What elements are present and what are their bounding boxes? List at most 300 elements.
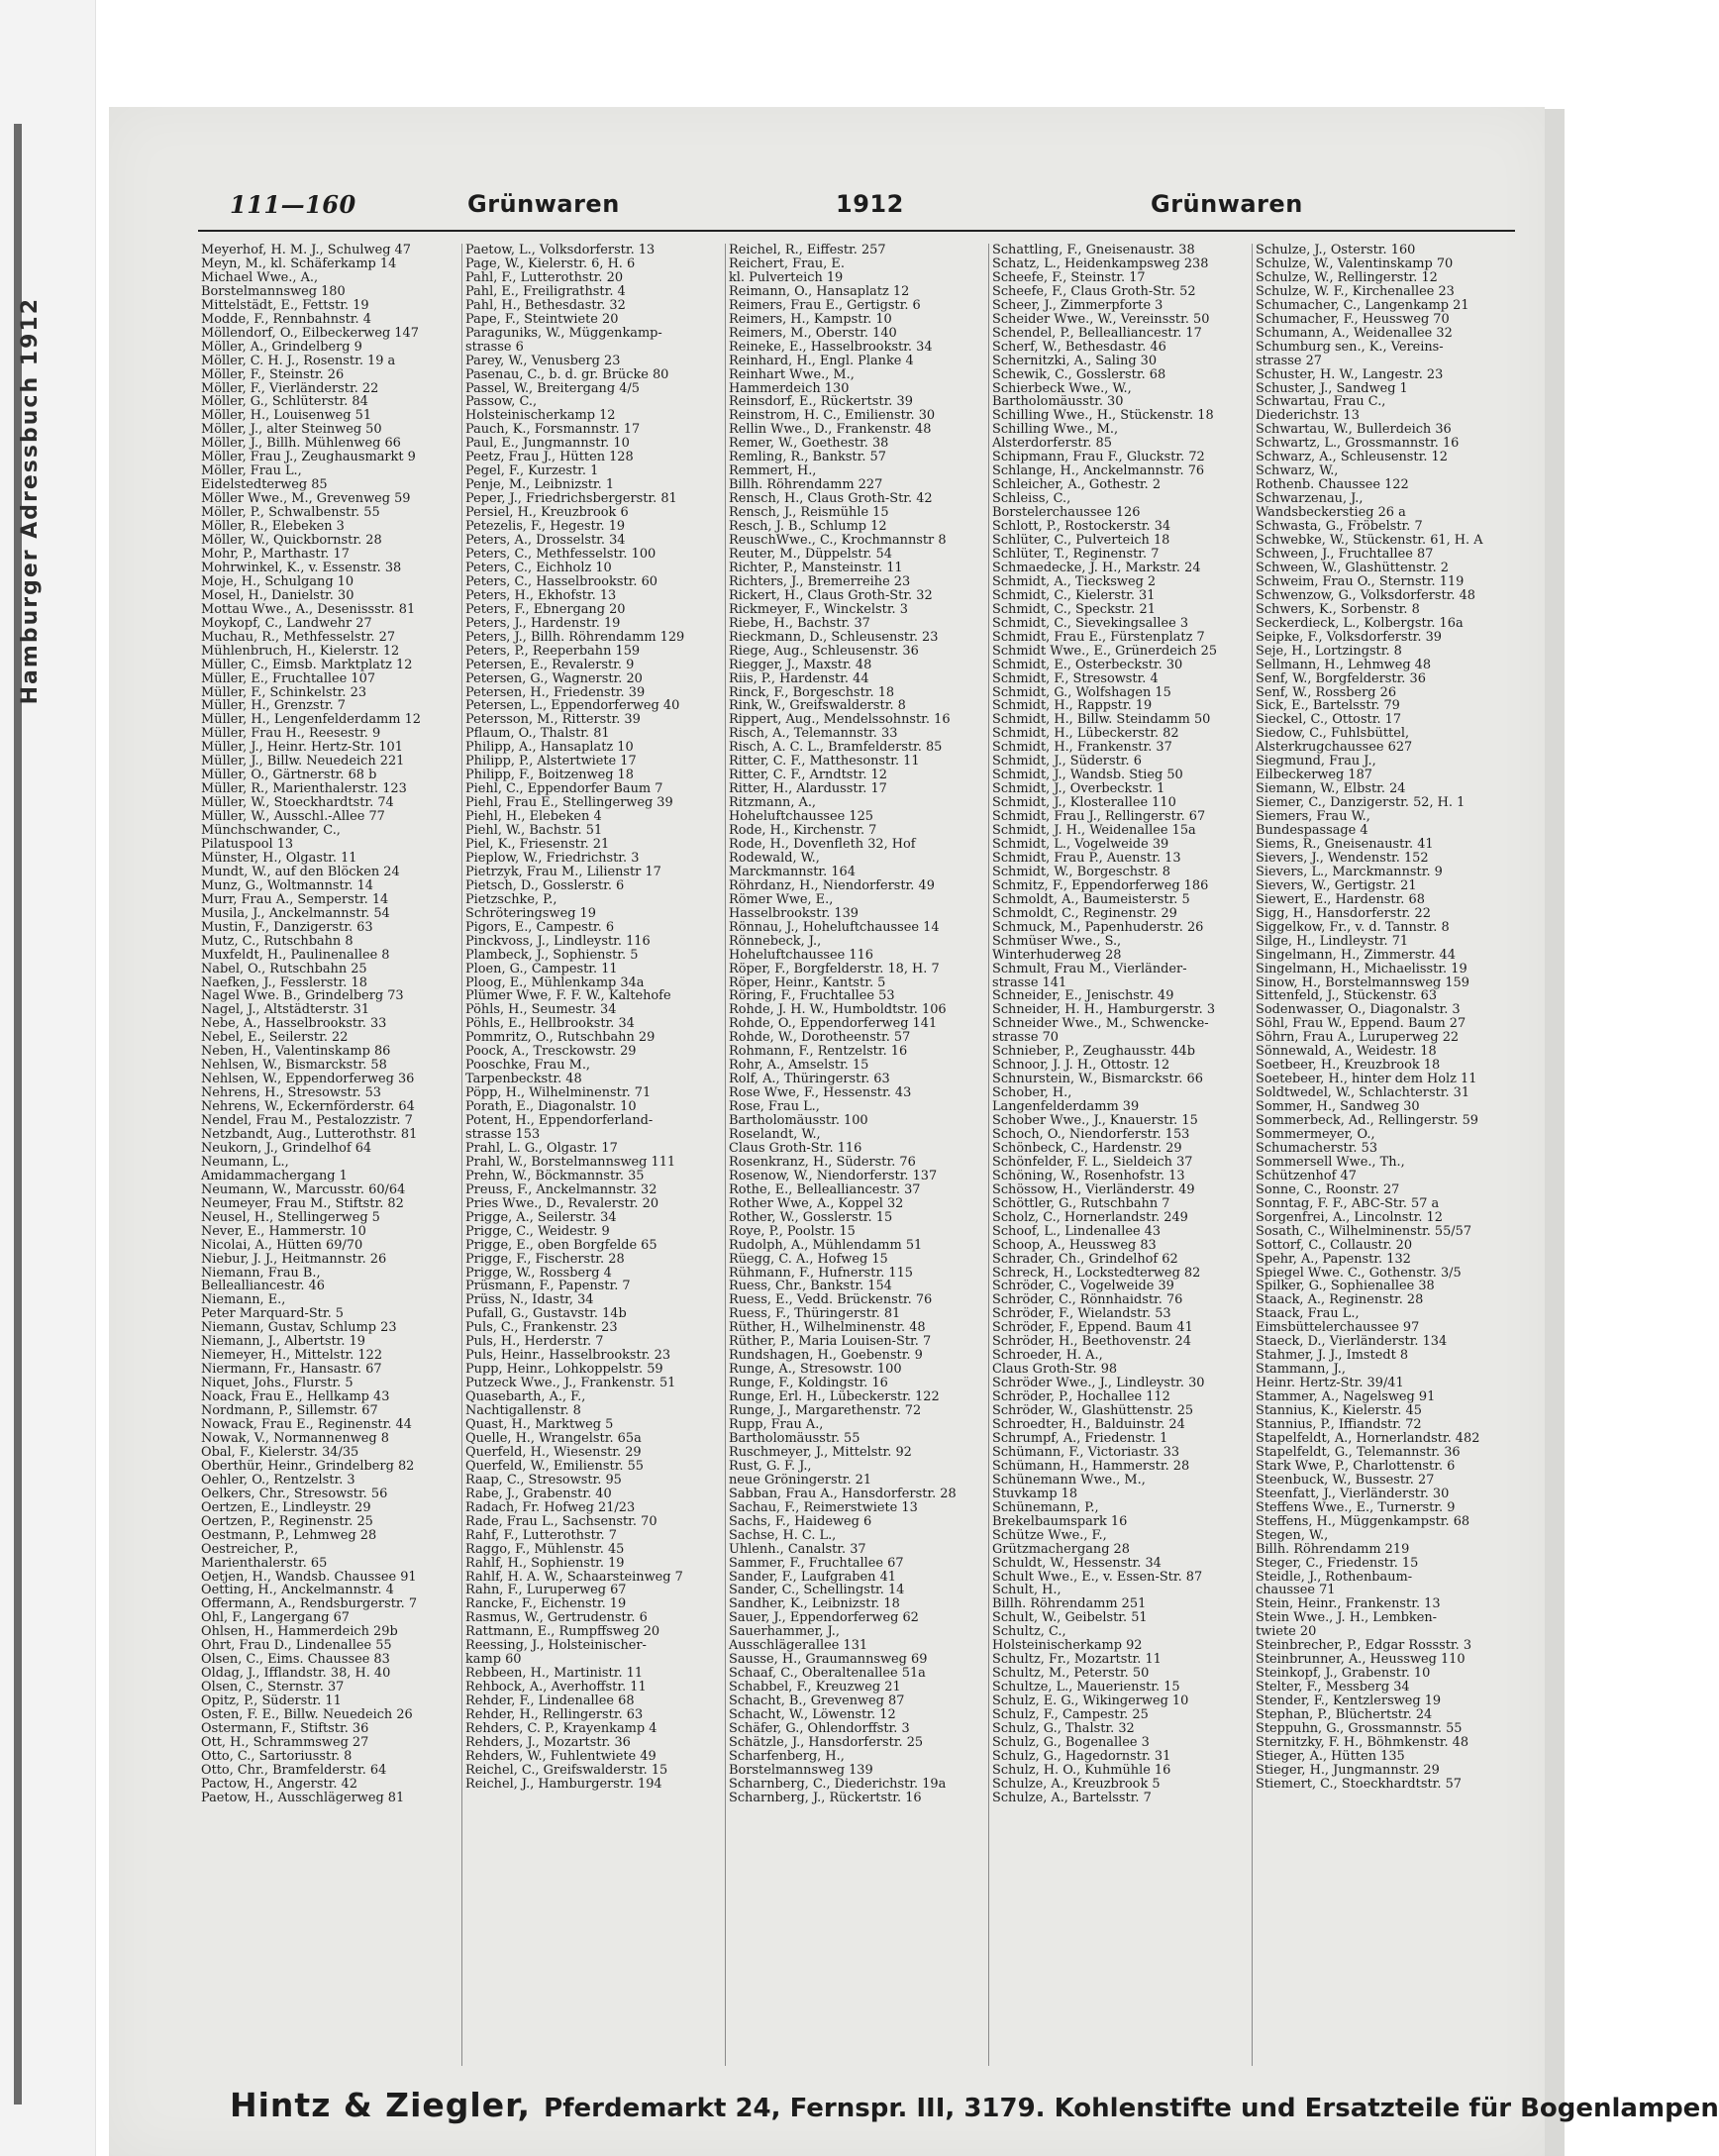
directory-entry: Peters, H., Ekhofstr. 13: [465, 587, 617, 603]
directory-entry: Stein Wwe., J. H., Lembken-: [1256, 1610, 1438, 1626]
directory-entry: Pietrzyk, Frau M., Lilienstr 17: [465, 864, 661, 879]
directory-entry: Pietsch, D., Gosslerstr. 6: [465, 877, 625, 893]
directory-entry: Scherf, W., Bethesdastr. 46: [992, 339, 1166, 355]
directory-entry: Winterhuderweg 28: [992, 947, 1122, 963]
directory-entry: Müller, W., Ausschl.-Allee 77: [201, 809, 385, 825]
directory-entry: Schössow, H., Vierländerstr. 49: [992, 1181, 1195, 1197]
directory-entry: Schult, H.,: [992, 1583, 1062, 1598]
directory-entry: Schönfelder, F. L., Sieldeich 37: [992, 1154, 1193, 1170]
directory-entry: Rothe, E., Bellealliancestr. 37: [729, 1181, 921, 1197]
directory-entry: Rühmann, F., Hufnerstr. 115: [729, 1265, 913, 1281]
directory-entry: Müller, J., Heinr. Hertz-Str. 101: [201, 740, 403, 756]
directory-entry: Niquet, Johs., Flurstr. 5: [201, 1376, 354, 1391]
directory-entry: Schwartau, W., Bullerdeich 36: [1256, 422, 1452, 438]
directory-entry: Sellmann, H., Lehmweg 48: [1256, 657, 1432, 672]
directory-entry: Müller, E., Fruchtallee 107: [201, 670, 376, 686]
directory-entry: Reimann, O., Hansaplatz 12: [729, 283, 910, 299]
directory-entry: Paetow, H., Ausschlägerweg 81: [201, 1790, 405, 1805]
directory-entry: Sommer, H., Sandweg 30: [1256, 1099, 1420, 1115]
directory-entry: Steffens, H., Müggenkampstr. 68: [1256, 1513, 1470, 1529]
directory-entry: Pupp, Heinr., Lohkoppelstr. 59: [465, 1362, 663, 1378]
directory-entry: Oestmann, P., Lehmweg 28: [201, 1527, 377, 1543]
directory-entry: Reimers, M., Oberstr. 140: [729, 325, 897, 341]
directory-entry: Mundt, W., auf den Blöcken 24: [201, 864, 400, 879]
directory-entry: Prüsmann, F., Papenstr. 7: [465, 1279, 631, 1294]
directory-entry: Schacht, B., Grevenweg 87: [729, 1694, 905, 1709]
directory-entry: Stegen, W.,: [1256, 1527, 1329, 1543]
directory-entry: Ohlsen, H., Hammerdeich 29b: [201, 1624, 398, 1640]
directory-entry: Passel, W., Breitergang 4/5: [465, 380, 640, 396]
directory-entry: Schmidt Wwe., E., Grünerdeich 25: [992, 643, 1218, 659]
directory-entry: Reinhard, H., Engl. Planke 4: [729, 353, 914, 368]
directory-entry: Ruess, Chr., Bankstr. 154: [729, 1279, 892, 1294]
directory-entry: Schröder, C., Vogelweide 39: [992, 1279, 1174, 1294]
directory-entry: Schulz, G., Thalstr. 32: [992, 1720, 1135, 1736]
directory-entry: Rohde, J. H. W., Humboldtstr. 106: [729, 1002, 947, 1018]
directory-entry: Otto, C., Sartoriusstr. 8: [201, 1748, 353, 1764]
directory-entry: Ruess, F., Thüringerstr. 81: [729, 1306, 901, 1322]
directory-entry: Petezelis, F., Hegestr. 19: [465, 519, 626, 535]
directory-entry: Alsterkrugchaussee 627: [1256, 740, 1413, 756]
directory-entry: Pahl, F., Lutterothstr. 20: [465, 269, 624, 285]
directory-entry: Philipp, F., Boitzenweg 18: [465, 768, 634, 783]
directory-entry: Rode, H., Kirchenstr. 7: [729, 823, 877, 839]
directory-entry: Schmidt, J., Overbeckstr. 1: [992, 781, 1165, 797]
directory-entry: Rothenb. Chaussee 122: [1256, 477, 1409, 493]
directory-entry: Möllendorf, O., Eilbeckerweg 147: [201, 325, 419, 341]
directory-entry: Schröder, F., Wielandstr. 53: [992, 1306, 1171, 1322]
directory-entry: Rohmann, F., Rentzelstr. 16: [729, 1044, 908, 1060]
directory-entry: Borstelerchaussee 126: [992, 505, 1141, 521]
directory-entry: Sabban, Frau A., Hansdorferstr. 28: [729, 1486, 957, 1501]
directory-entry: Amidammachergang 1: [201, 1168, 348, 1183]
directory-entry: Schult Wwe., E., v. Essen-Str. 87: [992, 1569, 1203, 1585]
directory-entry: Neumann, L.,: [201, 1154, 289, 1170]
directory-entry: strasse 141: [992, 975, 1067, 990]
directory-entry: Römer Wwe, E.,: [729, 891, 834, 907]
directory-entry: Schäfer, G., Ohlendorffstr. 3: [729, 1720, 910, 1736]
directory-entry: Moje, H., Schulgang 10: [201, 573, 354, 589]
directory-entry: Marienthalerstr. 65: [201, 1555, 328, 1571]
directory-entry: Puls, Heinr., Hasselbrookstr. 23: [465, 1348, 671, 1364]
directory-entry: Schroedter, H., Balduinstr. 24: [992, 1417, 1185, 1433]
directory-entry: Rebbeen, H., Martinistr. 11: [465, 1666, 644, 1682]
directory-entry: Raap, C., Stresowstr. 95: [465, 1472, 622, 1488]
directory-entry: Rehders, W., Fuhlentwiete 49: [465, 1748, 657, 1764]
directory-entry: Mottau Wwe., A., Desenissstr. 81: [201, 601, 416, 617]
directory-entry: Petersen, H., Friedenstr. 39: [465, 684, 646, 700]
directory-entry: Riis, P., Hardenstr. 44: [729, 670, 869, 686]
directory-entry: Remmert, H.,: [729, 463, 817, 479]
directory-entry: Nehrens, H., Stresowstr. 53: [201, 1085, 381, 1101]
directory-entry: Schmidt, G., Wolfshagen 15: [992, 684, 1171, 700]
directory-entry: Neumeyer, Frau M., Stiftstr. 82: [201, 1195, 404, 1211]
directory-entry: Schnurstein, W., Bismarckstr. 66: [992, 1072, 1203, 1087]
directory-entry: Netzbandt, Aug., Lutterothstr. 81: [201, 1127, 418, 1142]
directory-entry: Schacht, W., Löwenstr. 12: [729, 1707, 896, 1723]
directory-entry: Rosenkranz, H., Süderstr. 76: [729, 1154, 916, 1170]
directory-entry: Oelkers, Chr., Stresowstr. 56: [201, 1486, 388, 1501]
directory-entry: Piehl, H., Elebeken 4: [465, 809, 602, 825]
directory-entry: Soetbeer, H., Kreuzbrook 18: [1256, 1058, 1441, 1074]
directory-entry: Schmidt, C., Sievekingsallee 3: [992, 615, 1189, 631]
directory-entry: Schneider, E., Jenischstr. 49: [992, 988, 1174, 1004]
directory-entry: Bundespassage 4: [1256, 823, 1368, 839]
directory-entry: Scheer, J., Zimmerpforte 3: [992, 297, 1163, 313]
directory-entry: Siemer, C., Danzigerstr. 52, H. 1: [1256, 795, 1466, 811]
directory-entry: Sander, F., Laufgraben 41: [729, 1569, 896, 1585]
directory-entry: Schmitz, F., Eppendorferweg 186: [992, 877, 1209, 893]
directory-entry: Sorgenfrei, A., Lincolnstr. 12: [1256, 1209, 1443, 1225]
directory-entry: Modde, F., Rennbahnstr. 4: [201, 311, 371, 327]
directory-entry: Müller, R., Marienthalerstr. 123: [201, 781, 407, 797]
directory-entry: Borstelmannsweg 180: [201, 283, 346, 299]
directory-entry: Rattmann, E., Rumpffsweg 20: [465, 1624, 660, 1640]
directory-entry: Röper, F., Borgfelderstr. 18, H. 7: [729, 961, 940, 976]
directory-entry: Schwartau, Frau C.,: [1256, 394, 1386, 410]
directory-entry: Schilling Wwe., H., Stückenstr. 18: [992, 408, 1214, 424]
directory-entry: Rahlf, H. A. W., Schaarsteinweg 7: [465, 1569, 683, 1585]
directory-entry: Singelmann, H., Zimmerstr. 44: [1256, 947, 1456, 963]
directory-entry: Reinstrom, H. C., Emilienstr. 30: [729, 408, 936, 424]
directory-entry: Pufall, G., Gustavstr. 14b: [465, 1306, 627, 1322]
directory-entry: Müller, H., Lengenfelderdamm 12: [201, 712, 421, 728]
directory-entry: Stammer, A., Nagelsweg 91: [1256, 1389, 1436, 1405]
directory-entry: Hoheluftchaussee 125: [729, 809, 874, 825]
directory-entry: Prigge, W., Rossberg 4: [465, 1265, 612, 1281]
directory-entry: Meyn, M., kl. Schäferkamp 14: [201, 256, 397, 271]
directory-entry: Meyerhof, H. M. J., Schulweg 47: [201, 243, 411, 257]
directory-entry: Peper, J., Friedrichsbergerstr. 81: [465, 491, 677, 507]
directory-entry: Paraguniks, W., Müggenkamp-: [465, 325, 662, 341]
directory-entry: Schlüter, C., Pulverteich 18: [992, 533, 1170, 549]
directory-entry: kamp 60: [465, 1652, 522, 1668]
directory-entry: Schmidt, J., Klosterallee 110: [992, 795, 1176, 811]
directory-entry: Plambeck, J., Sophienstr. 5: [465, 947, 639, 963]
directory-entry: Schultz, M., Peterstr. 50: [992, 1666, 1150, 1682]
directory-entry: Philipp, A., Hansaplatz 10: [465, 740, 634, 756]
directory-entry: Rother Wwe, A., Koppel 32: [729, 1195, 904, 1211]
directory-entry: Steinbrecher, P., Edgar Rossstr. 3: [1256, 1638, 1472, 1654]
directory-entry: Staack, Frau L.,: [1256, 1306, 1360, 1322]
directory-entry: Stannius, P., Iffiandstr. 72: [1256, 1417, 1422, 1433]
directory-entry: Müller, J., Billw. Neuedeich 221: [201, 754, 405, 770]
directory-entry: Sonntag, F. F., ABC-Str. 57 a: [1256, 1195, 1440, 1211]
directory-entry: Risch, A., Telemannstr. 33: [729, 726, 898, 742]
directory-entry: Münster, H., Olgastr. 11: [201, 850, 357, 866]
directory-entry: Riegger, J., Maxstr. 48: [729, 657, 872, 672]
directory-entry: Rupp, Frau A.,: [729, 1417, 824, 1433]
directory-entry: Scharnberg, C., Diederichstr. 19a: [729, 1776, 947, 1792]
directory-entry: Spiegel Wwe. C., Gothenstr. 3/5: [1256, 1265, 1462, 1281]
directory-entry: Schmüser Wwe., S.,: [992, 933, 1122, 949]
directory-entry: Rönnau, J., Hoheluftchaussee 14: [729, 919, 940, 935]
directory-entry: Rehbock, A., Averhoffstr. 11: [465, 1680, 647, 1695]
directory-entry: Schröteringsweg 19: [465, 905, 596, 921]
column-1: [198, 244, 457, 2066]
directory-entry: Schaaf, C., Oberaltenallee 51a: [729, 1666, 926, 1682]
directory-entry: Rade, Frau L., Sachsenstr. 70: [465, 1513, 657, 1529]
directory-entry: Stein, Heinr., Frankenstr. 13: [1256, 1596, 1441, 1612]
directory-entry: Munz, G., Woltmannstr. 14: [201, 877, 374, 893]
directory-entry: Nebe, A., Hasselbrookstr. 33: [201, 1016, 387, 1032]
directory-entry: Neben, H., Valentinskamp 86: [201, 1044, 391, 1060]
directory-entry: Tarpenbeckstr. 48: [465, 1072, 582, 1087]
directory-entry: Murr, Frau A., Semperstr. 14: [201, 891, 389, 907]
directory-entry: Piehl, Frau E., Stellingerweg 39: [465, 795, 673, 811]
directory-entry: Petersson, M., Ritterstr. 39: [465, 712, 641, 728]
directory-entry: Risch, A. C. L., Bramfelderstr. 85: [729, 740, 943, 756]
directory-entry: Pries Wwe., D., Revalerstr. 20: [465, 1195, 659, 1211]
directory-entry: Schulze, A., Bartelsstr. 7: [992, 1790, 1152, 1805]
directory-entry: Sommersell Wwe., Th.,: [1256, 1154, 1405, 1170]
directory-entry: Rolf, A., Thüringerstr. 63: [729, 1072, 890, 1087]
directory-entry: Schuldt, W., Hessenstr. 34: [992, 1555, 1162, 1571]
directory-entry: Rohde, W., Dorotheenstr. 57: [729, 1030, 911, 1046]
directory-entry: Rüegg, C. A., Hofweg 15: [729, 1251, 888, 1267]
directory-entry: Rensch, J., Reismühle 15: [729, 505, 889, 521]
section-title-left: Grünwaren: [467, 190, 620, 218]
directory-entry: Passow, C.,: [465, 394, 538, 410]
directory-entry: neue Gröningerstr. 21: [729, 1472, 872, 1488]
directory-entry: Schernitzki, A., Saling 30: [992, 353, 1158, 368]
directory-entry: Schmidt, H., Lübeckerstr. 82: [992, 726, 1179, 742]
directory-entry: Parey, W., Venusberg 23: [465, 353, 621, 368]
directory-entry: Mittelstädt, E., Fettstr. 19: [201, 297, 369, 313]
directory-entry: Pieplow, W., Friedrichstr. 3: [465, 850, 640, 866]
directory-entry: Steppuhn, G., Grossmannstr. 55: [1256, 1720, 1463, 1736]
directory-entry: Schween, J., Fruchtallee 87: [1256, 546, 1434, 562]
directory-entry: Naefken, J., Fesslerstr. 18: [201, 975, 367, 990]
advertisement-text: Pferdemarkt 24, Fernspr. III, 3179. Kohlenstifte und Ersatzteile für Bogenlampen: [544, 2094, 1719, 2123]
directory-entry: Claus Groth-Str. 98: [992, 1362, 1118, 1378]
directory-entry: Ritzmann, A.,: [729, 795, 817, 811]
directory-entry: Pöpp, H., Wilhelminenstr. 71: [465, 1085, 652, 1101]
directory-entry: Möller, J., alter Steinweg 50: [201, 422, 382, 438]
directory-entry: Rahlf, H., Sophienstr. 19: [465, 1555, 625, 1571]
advertisement-footer: [230, 2086, 1719, 2129]
directory-entry: Sammer, F., Fruchtallee 67: [729, 1555, 904, 1571]
directory-entry: Sodenwasser, O., Diagonalstr. 3: [1256, 1002, 1461, 1018]
directory-entry: Eidelstedterweg 85: [201, 477, 328, 493]
directory-entry: Bartholomäusstr. 100: [729, 1113, 868, 1129]
directory-entry: Schmidt, W., Borgeschstr. 8: [992, 864, 1170, 879]
directory-entry: Möller, H., Louisenweg 51: [201, 408, 372, 424]
directory-entry: Schulze, A., Kreuzbrook 5: [992, 1776, 1161, 1792]
directory-entry: Möller, C. H. J., Rosenstr. 19 a: [201, 353, 396, 368]
directory-entry: Persiel, H., Kreuzbrook 6: [465, 505, 629, 521]
directory-entry: Schmidt, Frau J., Rellingerstr. 67: [992, 809, 1206, 825]
directory-entry: Schröder Wwe., J., Lindleystr. 30: [992, 1376, 1205, 1391]
directory-entry: Niemeyer, H., Mittelstr. 122: [201, 1348, 383, 1364]
directory-entry: Rehders, J., Mozartstr. 36: [465, 1734, 631, 1750]
directory-entry: Steenfatt, J., Vierländerstr. 30: [1256, 1486, 1450, 1501]
directory-entry: Schmidt, H., Frankenstr. 37: [992, 740, 1172, 756]
directory-entry: Ohrt, Frau D., Lindenallee 55: [201, 1638, 392, 1654]
directory-entry: Schumacher, F., Heussweg 70: [1256, 311, 1450, 327]
directory-entry: Stiemert, C., Stoeckhardtstr. 57: [1256, 1776, 1462, 1792]
directory-entry: Schrumpf, A., Friedenstr. 1: [992, 1430, 1168, 1446]
directory-entry: Schuster, H. W., Langestr. 23: [1256, 366, 1444, 382]
directory-entry: Pommritz, O., Rutschbahn 29: [465, 1030, 656, 1046]
directory-entry: Schwartz, L., Grossmannstr. 16: [1256, 436, 1460, 452]
directory-entry: Neumann, W., Marcusstr. 60/64: [201, 1181, 406, 1197]
directory-entry: Schulze, W. F., Kirchenallee 23: [1256, 283, 1455, 299]
directory-entry: Ritter, C. F., Arndtstr. 12: [729, 768, 887, 783]
header-rule: [198, 230, 1515, 232]
advertiser-name: Hintz & Ziegler,: [230, 2086, 532, 2124]
directory-entry: Pahl, E., Freiligrathstr. 4: [465, 283, 626, 299]
directory-entry: Schreck, H., Lockstedterweg 82: [992, 1265, 1201, 1281]
directory-entry: Pöhls, E., Hellbrookstr. 34: [465, 1016, 635, 1032]
directory-entry: Steffens Wwe., E., Turnerstr. 9: [1256, 1499, 1456, 1515]
directory-entry: Rehders, C. P., Krayenkamp 4: [465, 1720, 657, 1736]
directory-entry: Schneider, H. H., Hamburgerstr. 3: [992, 1002, 1216, 1018]
directory-entry: Sausse, H., Graumannsweg 69: [729, 1652, 928, 1668]
directory-entry: Nagel, J., Altstädterstr. 31: [201, 1002, 370, 1018]
directory-entry: Pasenau, C., b. d. gr. Brücke 80: [465, 366, 669, 382]
directory-entry: Puls, C., Frankenstr. 23: [465, 1320, 618, 1336]
directory-entry: Schwarzenau, J.,: [1256, 491, 1364, 507]
directory-entry: Noack, Frau E., Hellkamp 43: [201, 1389, 390, 1405]
directory-entry: Nabel, O., Rutschbahn 25: [201, 961, 367, 976]
directory-entry: kl. Pulverteich 19: [729, 269, 844, 285]
directory-entry: Rose, Frau L.,: [729, 1099, 820, 1115]
directory-entry: Schöttler, G., Rutschbahn 7: [992, 1195, 1170, 1211]
directory-entry: Rinck, F., Borgeschstr. 18: [729, 684, 895, 700]
directory-entry: Peters, C., Hasselbrookstr. 60: [465, 573, 657, 589]
directory-entry: Oberthür, Heinr., Grindelberg 82: [201, 1458, 415, 1474]
directory-entry: Bartholomäusstr. 55: [729, 1430, 860, 1446]
directory-entry: Reinsdorf, E., Rückertstr. 39: [729, 394, 913, 410]
directory-entry: Oetting, H., Anckelmannstr. 4: [201, 1583, 394, 1598]
directory-entry: Rieckmann, D., Schleusenstr. 23: [729, 629, 939, 645]
directory-entry: Schnoor, J. J. H., Ottostr. 12: [992, 1058, 1170, 1074]
directory-entry: Marckmannstr. 164: [729, 864, 856, 879]
directory-entry: Musila, J., Anckelmannstr. 54: [201, 905, 390, 921]
directory-entry: Heinr. Hertz-Str. 39/41: [1256, 1376, 1404, 1391]
directory-entry: Sottorf, C., Collaustr. 20: [1256, 1237, 1413, 1253]
directory-entry: Schützenhof 47: [1256, 1168, 1357, 1183]
directory-entry: Schilling Wwe., M.,: [992, 422, 1119, 438]
directory-entry: Sinow, H., Borstelmannsweg 159: [1256, 975, 1469, 990]
directory-entry: Schoop, A., Heussweg 83: [992, 1237, 1157, 1253]
directory-entry: Sommermeyer, O.,: [1256, 1127, 1375, 1142]
directory-entry: Möller, F., Vierländerstr. 22: [201, 380, 379, 396]
directory-entry: Ritter, C. F., Matthesonstr. 11: [729, 754, 920, 770]
directory-entry: Scheider Wwe., W., Vereinsstr. 50: [992, 311, 1210, 327]
directory-entry: Schumacherstr. 53: [1256, 1140, 1378, 1156]
directory-entry: Peters, J., Billh. Röhrendamm 129: [465, 629, 685, 645]
directory-entry: Querfeld, W., Emilienstr. 55: [465, 1458, 644, 1474]
directory-entry: Schröder, P., Hochallee 112: [992, 1389, 1170, 1405]
directory-entry: Seipke, F., Volksdorferstr. 39: [1256, 629, 1443, 645]
directory-entry: Richter, P., Mansteinstr. 11: [729, 560, 903, 575]
directory-entry: Rüther, P., Maria Louisen-Str. 7: [729, 1334, 932, 1350]
column-4: [988, 244, 1248, 2066]
directory-entry: Petersen, E., Revalerstr. 9: [465, 657, 635, 672]
directory-entry: Schewik, C., Gosslerstr. 68: [992, 366, 1166, 382]
directory-entry: Rode, H., Dovenfleth 32, Hof: [729, 836, 916, 852]
directory-entry: Michael Wwe., A.,: [201, 269, 319, 285]
directory-entry: Sommerbeck, Ad., Rellingerstr. 59: [1256, 1113, 1478, 1129]
directory-entry: Muxfeldt, H., Paulinenallee 8: [201, 947, 390, 963]
directory-entry: Möller, J., Billh. Mühlenweg 66: [201, 436, 401, 452]
directory-entry: Schroeder, H. A.,: [992, 1348, 1103, 1364]
directory-entry: Schröder, F., Eppend. Baum 41: [992, 1320, 1193, 1336]
directory-entry: Seckerdieck, L., Kolbergstr. 16a: [1256, 615, 1464, 631]
directory-entry: chaussee 71: [1256, 1583, 1336, 1598]
directory-entry: Pooschke, Frau M.,: [465, 1058, 591, 1074]
directory-entry: Steinkopf, J., Grabenstr. 10: [1256, 1666, 1431, 1682]
directory-entry: Möller Wwe., M., Grevenweg 59: [201, 491, 411, 507]
directory-entry: Schmidt, J., Wandsb. Stieg 50: [992, 768, 1183, 783]
directory-entry: Rudolph, A., Mühlendamm 51: [729, 1237, 923, 1253]
directory-entry: Schöning, W., Rosenhofstr. 13: [992, 1168, 1185, 1183]
directory-entry: Ritter, H., Alardusstr. 17: [729, 781, 887, 797]
directory-entry: Sachs, F., Haideweg 6: [729, 1513, 872, 1529]
directory-entry: Reessing, J., Holsteinischer-: [465, 1638, 647, 1654]
directory-entry: Potent, H., Eppendorferland-: [465, 1113, 654, 1129]
directory-entry: Siggelkow, Fr., v. d. Tannstr. 8: [1256, 919, 1450, 935]
directory-entry: Richters, J., Bremerreihe 23: [729, 573, 911, 589]
directory-entry: Schwenzow, G., Volksdorferstr. 48: [1256, 587, 1476, 603]
directory-entry: Stuvkamp 18: [992, 1486, 1078, 1501]
directory-entry: Ruschmeyer, J., Mittelstr. 92: [729, 1444, 912, 1460]
directory-entry: Schünemann, P.,: [992, 1499, 1099, 1515]
directory-entry: Reichel, C., Greifswalderstr. 15: [465, 1762, 668, 1778]
directory-entry: Schulz, F., Campestr. 25: [992, 1707, 1149, 1723]
directory-entry: Paul, E., Jungmannstr. 10: [465, 436, 630, 452]
directory-entry: Stender, F., Kentzlersweg 19: [1256, 1694, 1442, 1709]
directory-entry: Rehder, F., Lindenallee 68: [465, 1694, 635, 1709]
directory-entry: Schlange, H., Anckelmannstr. 76: [992, 463, 1205, 479]
directory-entry: Mohr, P., Marthastr. 17: [201, 546, 350, 562]
directory-entry: Müller, O., Gärtnerstr. 68 b: [201, 768, 377, 783]
directory-entry: Prüss, N., Idastr, 34: [465, 1292, 594, 1308]
directory-entry: Rahn, F., Luruperweg 67: [465, 1583, 627, 1598]
directory-entry: Philipp, P., Alstertwiete 17: [465, 754, 637, 770]
directory-entry: Paetow, L., Volksdorferstr. 13: [465, 243, 656, 257]
directory-columns: [198, 244, 1515, 2066]
directory-entry: Peters, F., Ebnergang 20: [465, 601, 626, 617]
directory-entry: Staack, A., Reginenstr. 28: [1256, 1292, 1424, 1308]
directory-entry: Schmoldt, C., Reginenstr. 29: [992, 905, 1177, 921]
directory-entry: Schröder, C., Rönnhaidstr. 76: [992, 1292, 1183, 1308]
directory-entry: Querfeld, H., Wiesenstr. 29: [465, 1444, 642, 1460]
directory-entry: Sander, C., Schellingstr. 14: [729, 1583, 905, 1598]
directory-entry: Schrader, Ch., Grindelhof 62: [992, 1251, 1178, 1267]
directory-entry: ReuschWwe., C., Krochmannstr 8: [729, 533, 947, 549]
directory-entry: Möller, R., Elebeken 3: [201, 519, 345, 535]
directory-entry: Schmidt, H., Billw. Steindamm 50: [992, 712, 1211, 728]
directory-entry: Alsterdorferstr. 85: [992, 436, 1112, 452]
section-title-right: Grünwaren: [1151, 190, 1303, 218]
directory-entry: Diederichstr. 13: [1256, 408, 1360, 424]
directory-entry: Poock, A., Tresckowstr. 29: [465, 1044, 637, 1060]
directory-entry: Rippert, Aug., Mendelssohnstr. 16: [729, 712, 951, 728]
directory-entry: Seje, H., Lortzingstr. 8: [1256, 643, 1402, 659]
directory-entry: Schumann, A., Weidenallee 32: [1256, 325, 1453, 341]
directory-entry: Prigge, C., Weidestr. 9: [465, 1223, 610, 1239]
directory-entry: Remling, R., Bankstr. 57: [729, 450, 886, 465]
directory-entry: Niemann, J., Albertstr. 19: [201, 1334, 365, 1350]
directory-entry: Prigge, A., Seilerstr. 34: [465, 1209, 617, 1225]
directory-entry: Nachtigallenstr. 8: [465, 1403, 581, 1419]
directory-entry: Peters, C., Methfesselstr. 100: [465, 546, 657, 562]
directory-entry: Peters, C., Eichholz 10: [465, 560, 612, 575]
directory-entry: Oertzen, E., Lindleystr. 29: [201, 1499, 371, 1515]
